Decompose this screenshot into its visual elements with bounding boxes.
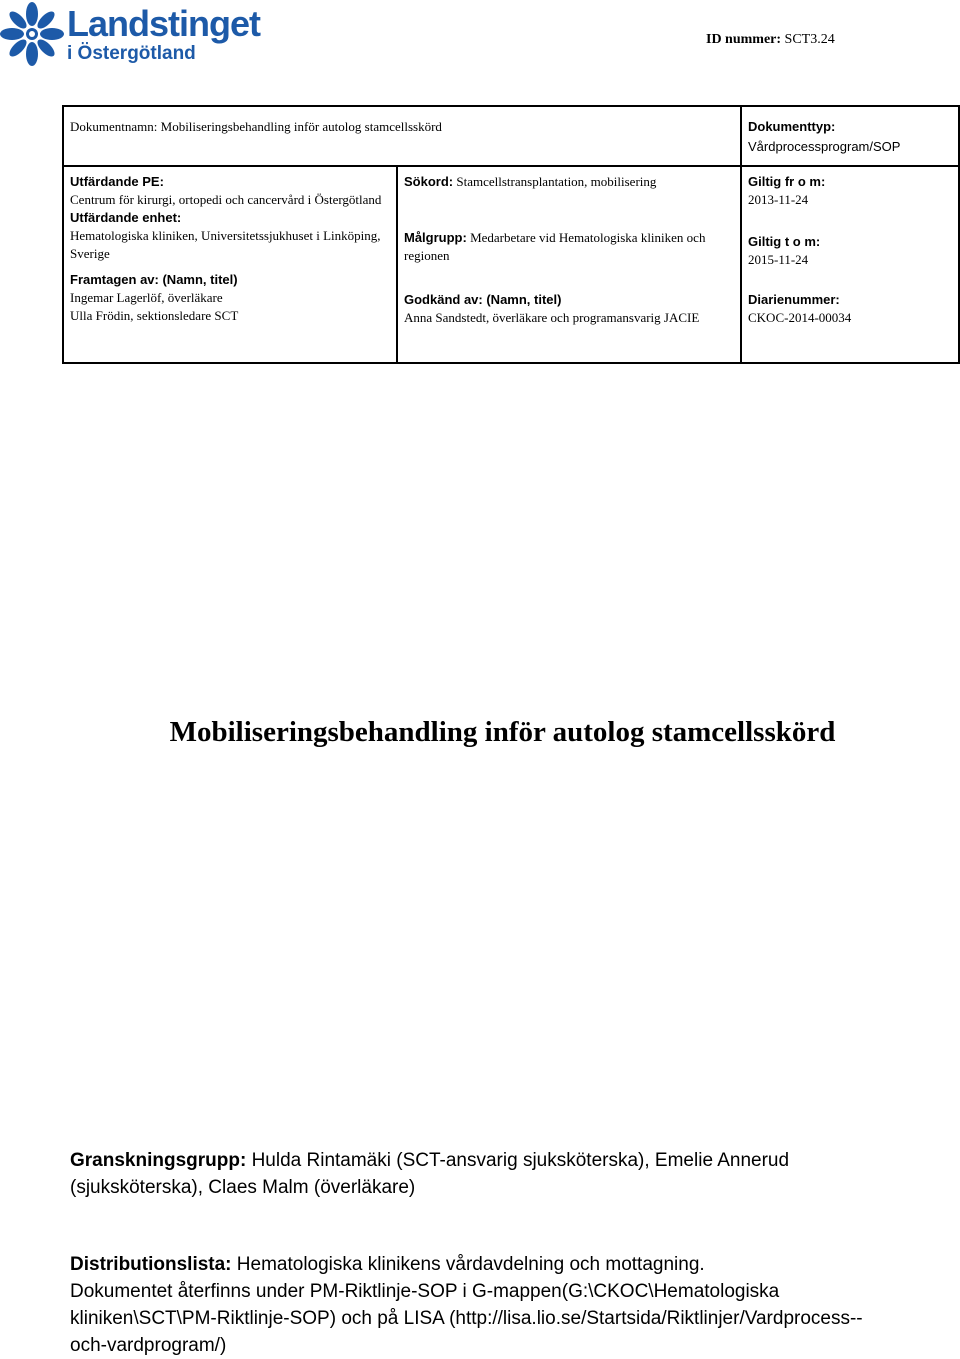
document-details-row <box>63 166 959 363</box>
valid-to-value: 2015-11-24 <box>748 252 809 267</box>
id-number-label: ID nummer: <box>706 32 782 47</box>
document-metadata-table <box>62 105 960 364</box>
review-group <box>70 1147 890 1201</box>
document-name-cell <box>63 106 741 166</box>
id-number-value: SCT3.24 <box>784 32 835 47</box>
distribution-text: Hematologiska klinikens vårdavdelning och mottagning. <box>236 1254 705 1275</box>
keyword-label: Sökord: <box>404 174 454 189</box>
issuer-label: Utfärdande PE: <box>70 174 164 189</box>
author-label: Framtagen av: (Namn, titel) <box>70 272 238 287</box>
valid-from-value: 2013-11-24 <box>748 192 809 207</box>
document-type-value: Vårdprocessprogram/SOP <box>748 139 901 154</box>
issuer-cell <box>63 166 397 363</box>
valid-to-label: Giltig t o m: <box>748 234 821 249</box>
valid-from-label: Giltig fr o m: <box>748 174 826 189</box>
document-name-value: Mobiliseringsbehandling inför autolog stamcellsskörd <box>160 119 442 134</box>
document-type-cell <box>741 106 959 166</box>
approved-by-value: Anna Sandstedt, överläkare och programansvarig JACIE <box>404 310 700 325</box>
target-group-value: Medarbetare vid Hematologiska kliniken och regionen <box>404 230 706 263</box>
unit-value: Hematologiska kliniken, Universitetssjukhuset i Linköping, Sverige <box>70 228 381 261</box>
validity-cell <box>741 166 959 363</box>
author-1: Ingemar Lagerlöf, överläkare <box>70 290 223 305</box>
flower-emblem-icon <box>0 0 64 68</box>
approved-by-label: Godkänd av: (Namn, titel) <box>404 292 562 307</box>
issuer-value: Centrum för kirurgi, ortopedi och cancervård i Östergötland <box>70 192 382 207</box>
registry-number-value: CKOC-2014-00034 <box>748 310 852 325</box>
document-location: Dokumentet återfinns under PM-Riktlinje-SOP i G-mappen(G:\CKOC\Hematologiska kliniken\SCT\PM-Riktlinje-SOP) och på LISA (http://lisa.lio.se/Startsida/Riktlinjer/Vardprocess--och-vardprogram/) <box>70 1281 863 1356</box>
document-type-label: Dokumenttyp: <box>748 119 836 134</box>
document-header-row <box>63 106 959 166</box>
review-group-label: Granskningsgrupp: <box>70 1150 247 1171</box>
landstinget-logo <box>0 0 280 70</box>
logo-name: Landstinget <box>67 3 260 44</box>
keyword-line <box>404 173 734 191</box>
document-title: Mobiliseringsbehandling inför autolog stamcellsskörd <box>169 716 836 748</box>
review-group-text: Hulda Rintamäki (SCT-ansvarig sjuksköterska), Emelie Annerud (sjuksköterska), Claes Malm (överläkare) <box>70 1150 790 1198</box>
author-2: Ulla Frödin, sektionsledare SCT <box>70 308 239 323</box>
registry-number-label: Diarienummer: <box>748 292 840 307</box>
logo-subname: i Östergötland <box>67 43 196 64</box>
distribution-label: Distributionslista: <box>70 1254 232 1275</box>
keywords-cell <box>397 166 741 363</box>
target-group-label: Målgrupp: <box>404 230 467 245</box>
distribution-list <box>70 1251 890 1359</box>
document-name-label: Dokumentnamn: <box>70 119 158 134</box>
id-number <box>706 32 835 48</box>
unit-label: Utfärdande enhet: <box>70 210 182 225</box>
target-group-line <box>404 229 734 265</box>
keyword-value: Stamcellstransplantation, mobilisering <box>456 174 657 189</box>
